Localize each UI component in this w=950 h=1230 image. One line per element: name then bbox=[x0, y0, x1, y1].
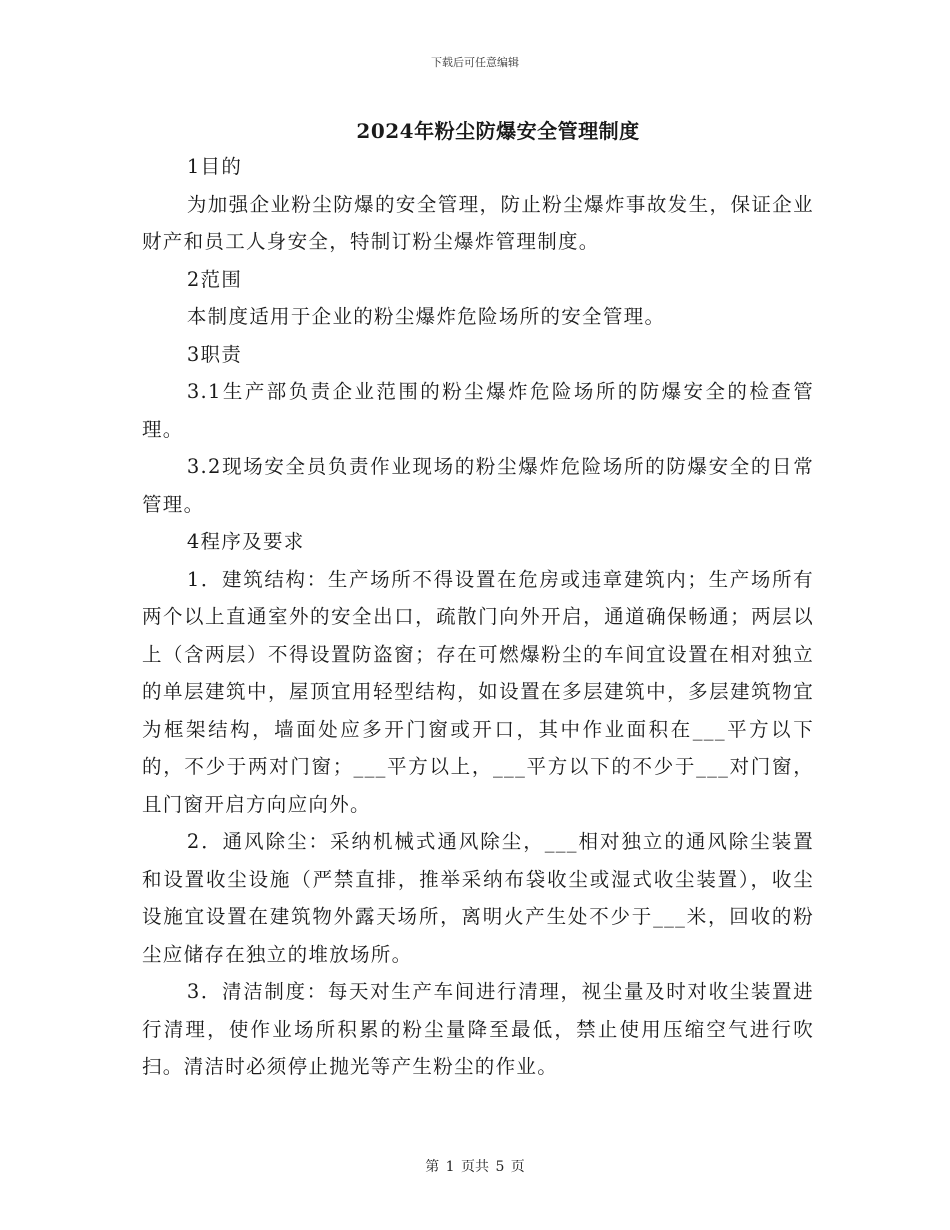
paragraph-scope: 本制度适用于企业的粉尘爆炸危险场所的安全管理。 bbox=[186, 305, 666, 328]
section-heading-purpose: 1目的 bbox=[186, 155, 243, 178]
paragraph-cleaning: 3．清洁制度：每天对生产车间进行清理，视尘量及时对收尘装置进行清理，使作业场所积累的粉尘量降至最低，禁止使用压缩空气进行吹扫。清洁时必须停止抛光等产生粉尘的作业。 bbox=[142, 980, 814, 1078]
paragraph-duty-3-1: 3.1生产部负责企业范围的粉尘爆炸危险场所的防爆安全的检查管理。 bbox=[142, 380, 814, 441]
document-title: 2024年粉尘防爆安全管理制度 bbox=[356, 119, 640, 143]
header-note: 下载后可任意编辑 bbox=[431, 56, 519, 69]
paragraph-building-structure: 1．建筑结构：生产场所不得设置在危房或违章建筑内；生产场所有两个以上直通室外的安全出口，疏散门向外开启，通道确保畅通；两层以上（含两层）不得设置防盗窗；存在可燃爆粉尘的车间宜设置在相对独立的单层建筑中，屋顶宜用轻型结构，如设置在多层建筑中，多层建筑物宜为框架结构，墙面处应多开门窗或开口，其中作业面积在___平方以下的，不少于两对门窗；___平方以上，___平方以下的不少于___对门窗，且门窗开启方向应向外。 bbox=[142, 567, 814, 816]
paragraph-ventilation: 2．通风除尘：采纳机械式通风除尘，___相对独立的通风除尘装置和设置收尘设施（严禁直排，推举采纳布袋收尘或湿式收尘装置），收尘设施宜设置在建筑物外露天场所，离明火产生处不少于___米，回收的粉尘应储存在独立的堆放场所。 bbox=[142, 830, 814, 966]
section-heading-duties: 3职责 bbox=[186, 342, 243, 366]
paragraph-purpose: 为加强企业粉尘防爆的安全管理，防止粉尘爆炸事故发生，保证企业财产和员工人身安全，特制订粉尘爆炸管理制度。 bbox=[142, 192, 814, 253]
section-heading-procedures: 4程序及要求 bbox=[186, 530, 305, 553]
paragraph-duty-3-2: 3.2现场安全员负责作业现场的粉尘爆炸危险场所的防爆安全的日常管理。 bbox=[142, 455, 814, 516]
document-body bbox=[142, 148, 814, 1086]
page-number-footer: 第 1 页共 5 页 bbox=[425, 1159, 525, 1175]
section-heading-scope: 2范围 bbox=[186, 267, 243, 291]
